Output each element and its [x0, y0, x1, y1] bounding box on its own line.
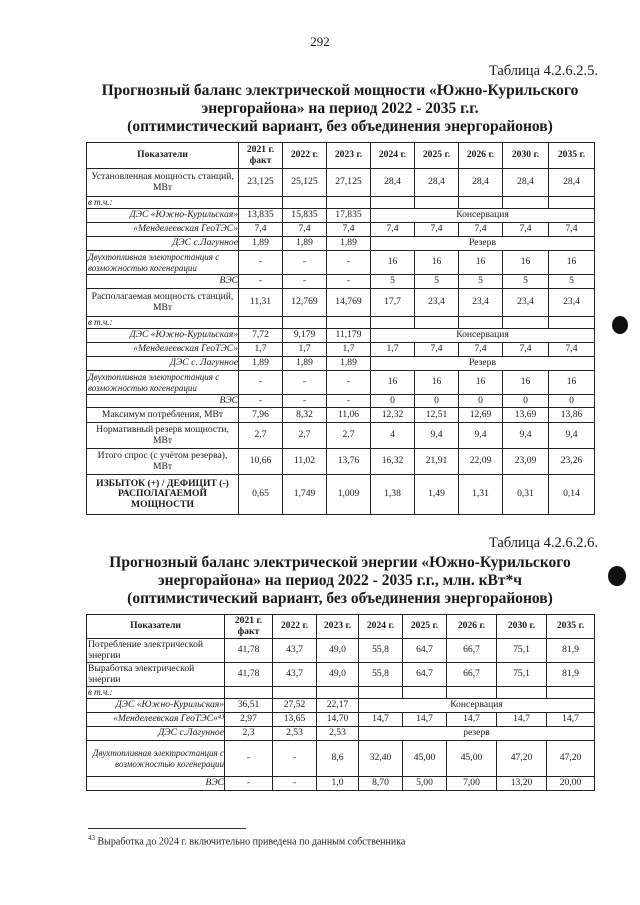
table2-header: 2024 г. [359, 615, 403, 639]
cell: 23,09 [503, 449, 549, 475]
table-row [87, 713, 595, 727]
cell: 16 [371, 251, 415, 275]
cell: - [239, 275, 283, 289]
cell: 14,7 [497, 713, 547, 727]
cell: - [283, 395, 327, 408]
table-row [87, 317, 595, 329]
table2-header: 2035 г. [547, 615, 595, 639]
cell: 22,09 [459, 449, 503, 475]
table1-header: 2035 г. [549, 143, 595, 169]
cell: 2,7 [239, 423, 283, 449]
page-number: 292 [310, 34, 330, 49]
cell: 13,20 [497, 777, 547, 791]
table2-header: 2021 г. факт [225, 615, 273, 639]
cell: - [327, 251, 371, 275]
cell: 45,00 [447, 741, 497, 777]
cell: 11,06 [327, 408, 371, 423]
cell: 7,4 [415, 343, 459, 357]
table-row [87, 223, 595, 237]
cell: 7,4 [459, 223, 503, 237]
merged-status-cell: резерв [359, 727, 595, 741]
cell: 9,179 [283, 329, 327, 343]
table-row [87, 423, 595, 449]
cell: 16 [503, 371, 549, 395]
cell: 23,4 [503, 289, 549, 317]
energy-balance-table [86, 614, 595, 791]
table-row [87, 408, 595, 423]
footnote-separator [88, 828, 246, 829]
cell: 8,70 [359, 777, 403, 791]
table1-caption: Таблица 4.2.6.2.5. [488, 63, 598, 79]
table-row [87, 727, 595, 741]
cell: - [273, 777, 317, 791]
row-label: в т.ч.: [87, 197, 239, 209]
cell: 7,4 [371, 223, 415, 237]
cell: 2,53 [317, 727, 359, 741]
cell: - [327, 395, 371, 408]
merged-status-cell: Консервация [359, 699, 595, 713]
cell: 4 [371, 423, 415, 449]
cell: 5 [503, 275, 549, 289]
row-label: Установленная мощность станций, МВт [87, 169, 239, 197]
cell: 14,7 [447, 713, 497, 727]
cell: 55,8 [359, 639, 403, 663]
cell: 47,20 [497, 741, 547, 777]
row-label: ДЭС с.Лагунное [87, 727, 225, 741]
cell: 23,125 [239, 169, 283, 197]
row-label: Двухтопливная электростанция с возможностью когенерации [87, 371, 239, 395]
table-row [87, 289, 595, 317]
row-label: ИЗБЫТОК (+) / ДЕФИЦИТ (-) РАСПОЛАГАЕМОЙ МОЩНОСТИ [87, 475, 239, 515]
table-row [87, 371, 595, 395]
cell: 16,32 [371, 449, 415, 475]
cell: 16 [459, 251, 503, 275]
cell: 28,4 [549, 169, 595, 197]
cell: 32,40 [359, 741, 403, 777]
cell: - [239, 251, 283, 275]
cell: 21,91 [415, 449, 459, 475]
cell: - [283, 371, 327, 395]
row-label: Потребление электрической энергии [87, 639, 225, 663]
cell: 11,02 [283, 449, 327, 475]
table1-header: 2026 г. [459, 143, 503, 169]
table-row [87, 777, 595, 791]
cell: 1,0 [317, 777, 359, 791]
cell: 0,14 [549, 475, 595, 515]
table1-title-line-1: Прогнозный баланс электрической мощности «Южно-Курильского [101, 82, 579, 99]
cell: 12,69 [459, 408, 503, 423]
table2-header-row [87, 615, 595, 639]
cell: 27,52 [273, 699, 317, 713]
cell: 0,65 [239, 475, 283, 515]
cell: 11,179 [327, 329, 371, 343]
cell: 7,96 [239, 408, 283, 423]
row-label: Располагаемая мощность станций, МВт [87, 289, 239, 317]
cell: 7,4 [549, 343, 595, 357]
cell: - [327, 371, 371, 395]
table-row [87, 395, 595, 408]
cell: 2,53 [273, 727, 317, 741]
merged-status-cell: Резерв [371, 357, 595, 371]
table-row [87, 237, 595, 251]
cell: 5 [549, 275, 595, 289]
cell: 5 [415, 275, 459, 289]
table2-header: 2026 г. [447, 615, 497, 639]
row-label: ДЭС с.Лагунное [87, 237, 239, 251]
table-row [87, 357, 595, 371]
cell: 7,00 [447, 777, 497, 791]
row-label: Нормативный резерв мощности, МВт [87, 423, 239, 449]
table2-header: 2030 г. [497, 615, 547, 639]
cell: - [327, 275, 371, 289]
cell: 16 [371, 371, 415, 395]
cell: 75,1 [497, 663, 547, 687]
cell: 28,4 [415, 169, 459, 197]
cell: 1,7 [371, 343, 415, 357]
punch-hole-mark [612, 316, 628, 334]
cell: 64,7 [403, 639, 447, 663]
table1-title [70, 82, 610, 136]
row-label: ДЭС «Южно-Курильская» [87, 209, 239, 223]
cell: 43,7 [273, 639, 317, 663]
cell: 27,125 [327, 169, 371, 197]
cell: 5,00 [403, 777, 447, 791]
power-balance-table [86, 142, 595, 515]
table-row [87, 663, 595, 687]
row-label: в т.ч.: [87, 687, 225, 699]
cell: 5 [371, 275, 415, 289]
cell: 7,4 [503, 343, 549, 357]
cell: 28,4 [371, 169, 415, 197]
cell: 11,31 [239, 289, 283, 317]
table-row [87, 197, 595, 209]
row-label: ВЭС [87, 777, 225, 791]
cell: 13,835 [239, 209, 283, 223]
cell: 13,86 [549, 408, 595, 423]
cell: 9,4 [503, 423, 549, 449]
table1-header: 2025 г. [415, 143, 459, 169]
table-row [87, 741, 595, 777]
cell: 0,31 [503, 475, 549, 515]
cell: - [239, 395, 283, 408]
table2-header: 2022 г. [273, 615, 317, 639]
table-row [87, 343, 595, 357]
cell: 64,7 [403, 663, 447, 687]
cell: 36,51 [225, 699, 273, 713]
cell: 0 [549, 395, 595, 408]
table2-title-line-3: (оптимистический вариант, без объединения энергорайонов) [127, 590, 553, 607]
cell: 1,7 [283, 343, 327, 357]
table2-title-line-2: энергорайона» на период 2022 - 2035 г.г., млн. кВт*ч [157, 572, 522, 589]
row-label: в т.ч.: [87, 317, 239, 329]
table-row [87, 329, 595, 343]
row-label: Итого спрос (с учётом резерва), МВт [87, 449, 239, 475]
table-row [87, 251, 595, 275]
cell: 49,0 [317, 663, 359, 687]
footnote [88, 834, 405, 847]
cell: 55,8 [359, 663, 403, 687]
table1-header-row [87, 143, 595, 169]
table2-caption: Таблица 4.2.6.2.6. [488, 535, 598, 551]
cell: 7,4 [327, 223, 371, 237]
row-label: «Менделеевская ГеоТЭС»⁴³ [87, 713, 225, 727]
table-row [87, 449, 595, 475]
cell: - [239, 371, 283, 395]
cell: 0 [503, 395, 549, 408]
row-label: ДЭС «Южно-Курильская» [87, 329, 239, 343]
cell: 0 [371, 395, 415, 408]
cell: 49,0 [317, 639, 359, 663]
table2-header: Показатели [87, 615, 225, 639]
cell: 66,7 [447, 639, 497, 663]
row-label: Двухтопливная электростанция с возможностью когенерации [87, 741, 225, 777]
cell: - [225, 741, 273, 777]
table-row [87, 169, 595, 197]
punch-hole-mark [608, 566, 626, 586]
cell: 1,89 [327, 357, 371, 371]
cell: 7,4 [549, 223, 595, 237]
cell: 23,4 [459, 289, 503, 317]
cell: 14,769 [327, 289, 371, 317]
cell: 41,78 [225, 639, 273, 663]
cell: 12,769 [283, 289, 327, 317]
table2-title-line-1: Прогнозный баланс электрической энергии «Южно-Курильского [109, 554, 571, 571]
row-label: «Менделеевская ГеоТЭС» [87, 223, 239, 237]
row-label: ВЭС [87, 395, 239, 408]
cell: 16 [415, 371, 459, 395]
cell: 28,4 [503, 169, 549, 197]
row-label: ВЭС [87, 275, 239, 289]
cell: 0 [459, 395, 503, 408]
cell: 7,4 [459, 343, 503, 357]
table1-title-line-3: (оптимистический вариант, без объединения энергорайонов) [127, 118, 553, 135]
cell: 14,7 [547, 713, 595, 727]
cell: 25,125 [283, 169, 327, 197]
table1-header: 2022 г. [283, 143, 327, 169]
cell: 16 [415, 251, 459, 275]
row-label: «Менделеевская ГеоТЭС» [87, 343, 239, 357]
table1-header: 2021 г. факт [239, 143, 283, 169]
cell: 12,32 [371, 408, 415, 423]
cell: 8,6 [317, 741, 359, 777]
merged-status-cell: Консервация [371, 329, 595, 343]
cell: 9,4 [459, 423, 503, 449]
cell: 13,76 [327, 449, 371, 475]
cell: 16 [549, 251, 595, 275]
cell: 1,31 [459, 475, 503, 515]
table2-header: 2025 г. [403, 615, 447, 639]
footnote-number: 43 [88, 834, 95, 842]
cell: 17,835 [327, 209, 371, 223]
table1-header: Показатели [87, 143, 239, 169]
cell: - [273, 741, 317, 777]
cell: 41,78 [225, 663, 273, 687]
cell: 7,72 [239, 329, 283, 343]
table2-title [70, 554, 610, 608]
cell: 12,51 [415, 408, 459, 423]
cell: 28,4 [459, 169, 503, 197]
footnote-text: Выработка до 2024 г. включительно приведена по данным собственника [97, 836, 406, 848]
cell: 23,4 [415, 289, 459, 317]
cell: 1,749 [283, 475, 327, 515]
row-label: Двухтопливная электростанция с возможностью когенерации [87, 251, 239, 275]
cell: 14,7 [359, 713, 403, 727]
cell: 1,7 [239, 343, 283, 357]
cell: 2,7 [327, 423, 371, 449]
table-row [87, 639, 595, 663]
table1-header: 2023 г. [327, 143, 371, 169]
cell: 81,9 [547, 639, 595, 663]
cell: 22,17 [317, 699, 359, 713]
merged-status-cell: Консервация [371, 209, 595, 223]
cell: 7,4 [503, 223, 549, 237]
cell: 17,7 [371, 289, 415, 317]
cell: 15,835 [283, 209, 327, 223]
row-label: ДЭС с. Лагунное [87, 357, 239, 371]
cell: 16 [459, 371, 503, 395]
cell: 9,4 [549, 423, 595, 449]
cell: - [225, 777, 273, 791]
cell: 1,49 [415, 475, 459, 515]
table-row [87, 275, 595, 289]
table1-header: 2030 г. [503, 143, 549, 169]
cell: 2,7 [283, 423, 327, 449]
cell: 14,70 [317, 713, 359, 727]
cell: 23,26 [549, 449, 595, 475]
table-row [87, 475, 595, 515]
cell: 9,4 [415, 423, 459, 449]
row-label: Максимум потребления, МВт [87, 408, 239, 423]
table2-header: 2023 г. [317, 615, 359, 639]
cell: 14,7 [403, 713, 447, 727]
cell: 0 [415, 395, 459, 408]
cell: 75,1 [497, 639, 547, 663]
cell: 13,69 [503, 408, 549, 423]
cell: 13,65 [273, 713, 317, 727]
cell: 20,00 [547, 777, 595, 791]
cell: 16 [549, 371, 595, 395]
table1-title-line-2: энергорайона» на период 2022 - 2035 г.г. [201, 100, 479, 117]
table-row [87, 699, 595, 713]
row-label: ДЭС «Южно-Курильская» [87, 699, 225, 713]
cell: 47,20 [547, 741, 595, 777]
table-row [87, 687, 595, 699]
cell: 1,89 [239, 357, 283, 371]
cell: 16 [503, 251, 549, 275]
cell: 1,89 [239, 237, 283, 251]
cell: 7,4 [239, 223, 283, 237]
merged-status-cell: Резерв [371, 237, 595, 251]
cell: 1,89 [283, 237, 327, 251]
cell: 43,7 [273, 663, 317, 687]
cell: 8,32 [283, 408, 327, 423]
cell: - [283, 251, 327, 275]
cell: 81,9 [547, 663, 595, 687]
cell: 2,97 [225, 713, 273, 727]
row-label: Выработка электрической энергии [87, 663, 225, 687]
cell: 7,4 [415, 223, 459, 237]
cell: 7,4 [283, 223, 327, 237]
cell: 45,00 [403, 741, 447, 777]
table1-header: 2024 г. [371, 143, 415, 169]
cell: 66,7 [447, 663, 497, 687]
cell: 1,89 [283, 357, 327, 371]
cell: 2,3 [225, 727, 273, 741]
cell: 1,38 [371, 475, 415, 515]
cell: 5 [459, 275, 503, 289]
table-row [87, 209, 595, 223]
cell: 23,4 [549, 289, 595, 317]
cell: 1,009 [327, 475, 371, 515]
cell: 10,66 [239, 449, 283, 475]
cell: 1,89 [327, 237, 371, 251]
cell: 1,7 [327, 343, 371, 357]
cell: - [283, 275, 327, 289]
